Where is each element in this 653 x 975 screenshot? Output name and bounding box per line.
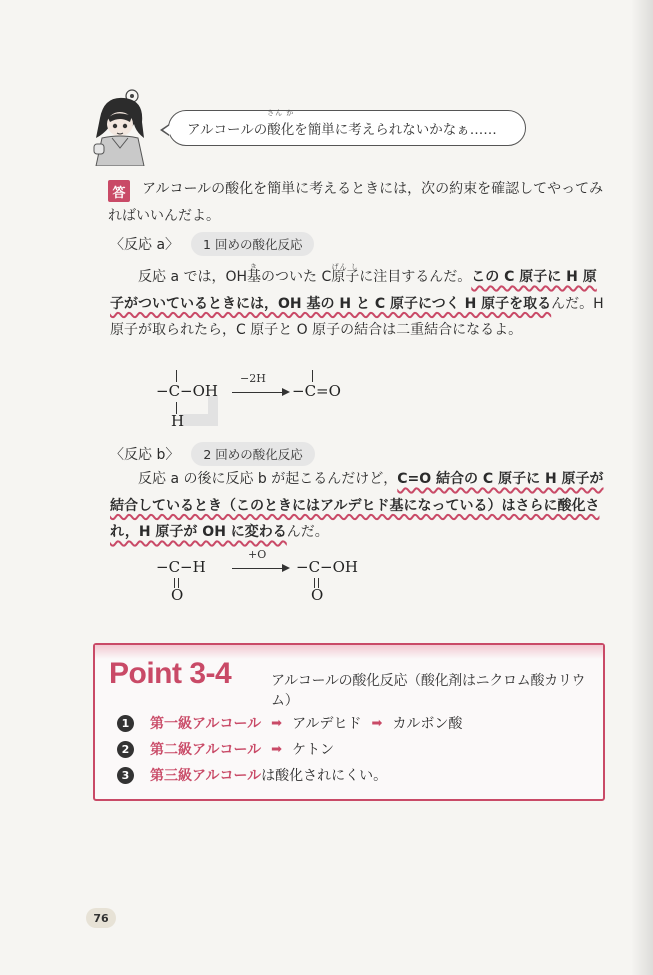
chem-a-arrow-label: −2H — [240, 372, 266, 385]
chem-b-arrow-label: +O — [248, 548, 267, 561]
question-ruby: さん か — [267, 109, 295, 117]
page-edge-shadow — [631, 0, 653, 975]
reaction-a-label: 〈反応 a〉 — [110, 237, 180, 253]
chem-b-arrow-icon — [282, 564, 290, 572]
reaction-b-emphasis: C=O 結合の C 原子に H 原子が結合しているとき（このときにはアルデヒド基になっている）はさらに酸化され，H 原子が OH に変わる — [110, 471, 604, 540]
reaction-a-header — [110, 232, 314, 256]
answer-mark-icon: 答 — [108, 180, 130, 202]
reaction-b-tag: 2 回めの酸化反応 — [191, 442, 314, 466]
chem-a-left: −C−OH — [156, 382, 218, 400]
point-subtitle: アルコールの酸化反応（酸化剤はニクロム酸カリウム） — [271, 673, 586, 709]
chem-diagram-a — [150, 368, 390, 438]
point-item-1: 1 第一級アルコール ➡ アルデヒド ➡ カルボン酸 — [117, 713, 462, 733]
chem-b-right-below: O — [311, 586, 324, 604]
reaction-a-tag: 1 回めの酸化反応 — [191, 232, 314, 256]
chem-diagram-b — [150, 546, 410, 606]
number-circle-icon: 1 — [117, 715, 134, 732]
answer-text: アルコールの酸化を簡単に考えるときには，次の約束を確認してやってみればいいんだよ。 — [108, 181, 604, 224]
question-suffix: を簡単に考えられないかなぁ…… — [294, 122, 497, 138]
number-circle-icon: 3 — [117, 767, 134, 784]
number-circle-icon: 2 — [117, 741, 134, 758]
chem-a-right: −C=O — [292, 382, 341, 400]
chem-a-below: H — [171, 412, 185, 430]
chem-a-arrow-icon — [282, 388, 290, 396]
point-item-2: 2 第二級アルコール ➡ ケトン — [117, 739, 334, 759]
arrow-right-icon: ➡ — [271, 715, 283, 731]
question-prefix: アルコールの — [187, 122, 268, 138]
point-box — [93, 643, 605, 801]
reaction-a-emphasis: この C 原子に H 原子がついているときには，OH 基の H と C 原子につく H 原子を取る — [110, 269, 597, 312]
arrow-right-icon: ➡ — [271, 741, 283, 757]
reaction-b-header — [110, 442, 315, 466]
reaction-b-label: 〈反応 b〉 — [110, 447, 180, 463]
chem-b-right: −C−OH — [296, 558, 358, 576]
chem-b-left: −C−H — [156, 558, 206, 576]
character-illustration-icon — [86, 88, 154, 166]
point-title: Point 3-4 — [109, 657, 232, 690]
page-number: 76 — [86, 908, 116, 928]
arrow-right-icon: ➡ — [371, 715, 383, 731]
question-ruby-word: さん か 酸化 — [267, 109, 295, 138]
point-item-3: 3 第三級アルコール は酸化されにくい。 — [117, 765, 387, 785]
reaction-a-paragraph: 反応 a では，OH き 基のついた C げん し 原子に注目するんだ。この C 原子に H 原子がついているときには，OH 基の H と C 原子につく H 原子を取るんだ。H 原子が取られたら，C 原子と O 原子の結合は二重結合になるよ。 — [110, 263, 604, 338]
question-bubble — [168, 110, 526, 146]
chem-b-left-below: O — [171, 586, 184, 604]
reaction-b-paragraph: 反応 a の後に反応 b が起こるんだけど，C=O 結合の C 原子に H 原子が結合しているとき（このときにはアルデヒド基になっている）はさらに酸化され，H 原子が OH に変わるんだ。 — [110, 471, 604, 540]
